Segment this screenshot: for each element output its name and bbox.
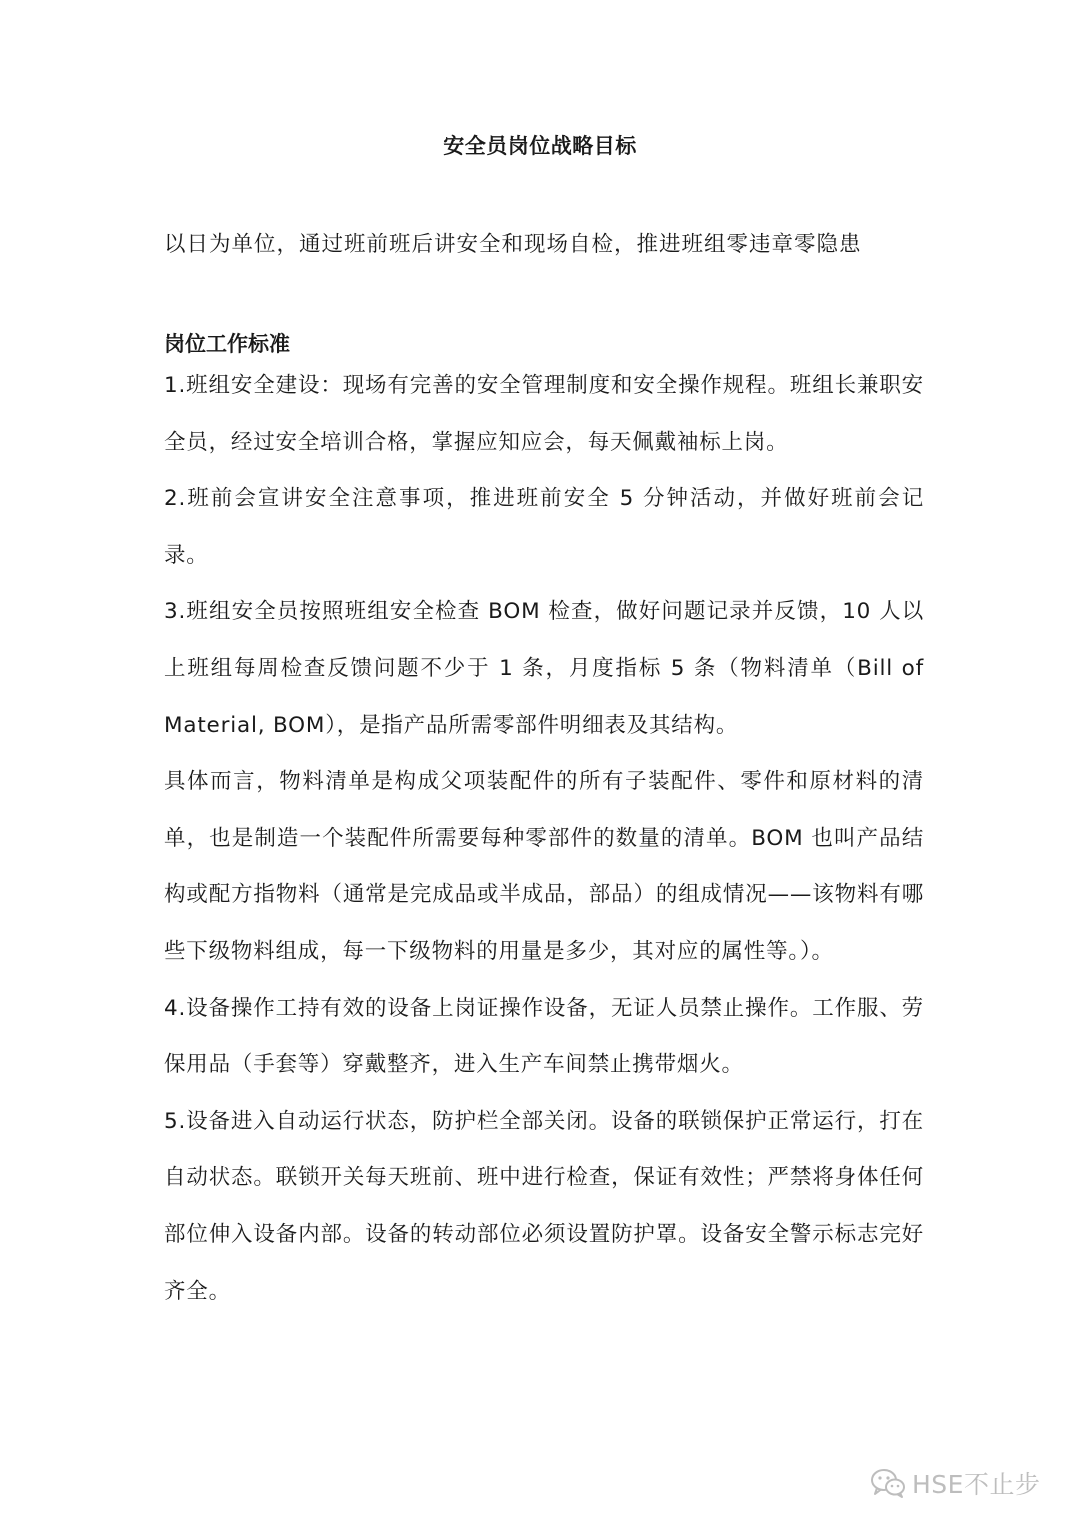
bom-explanation: 具体而言，物料清单是构成父项装配件的所有子装配件、零件和原材料的清单，也是制造一个装配件所需要每种零部件的数量的清单。BOM 也叫产品结构或配方指物料（通常是完成品或半成品，部品）的组成情况——该物料有哪些下级物料组成，每一下级物料的用量是多少，其对应的属性等。）。 xyxy=(164,769,924,964)
document-body xyxy=(164,358,924,1320)
watermark-text: HSE不止步 xyxy=(912,1470,1041,1499)
section-heading: 岗位工作标准 xyxy=(164,332,290,356)
strategic-goal: 以日为单位，通过班前班后讲安全和现场自检，推进班组零违章零隐患 xyxy=(164,232,862,257)
standard-item-5: 5.设备进入自动运行状态，防护栏全部关闭。设备的联锁保护正常运行，打在自动状态。联锁开关每天班前、班中进行检查，保证有效性；严禁将身体任何部位伸入设备内部。设备的转动部位必须设置防护罩。设备安全警示标志完好齐全。 xyxy=(164,1108,924,1304)
standard-item-2: 2.班前会宣讲安全注意事项，推进班前安全 5 分钟活动，并做好班前会记录。 xyxy=(164,486,924,568)
document-title: 安全员岗位战略目标 xyxy=(443,134,637,158)
standard-item-4: 4.设备操作工持有效的设备上岗证操作设备，无证人员禁止操作。工作服、劳保用品（手套等）穿戴整齐，进入生产车间禁止携带烟火。 xyxy=(164,995,924,1078)
wechat-icon xyxy=(870,1467,906,1499)
standard-item-3: 3.班组安全员按照班组安全检查 BOM 检查，做好问题记录并反馈，10 人以上班组每周检查反馈问题不少于 1 条，月度指标 5 条（物料清单（Bill of Material, BOM），是指产品所需零部件明细表及其结构。 xyxy=(164,599,924,738)
watermark xyxy=(870,1455,1040,1511)
standard-item-1: 1.班组安全建设：现场有完善的安全管理制度和安全操作规程。班组长兼职安全员，经过安全培训合格，掌握应知应会，每天佩戴袖标上岗。 xyxy=(164,373,924,455)
